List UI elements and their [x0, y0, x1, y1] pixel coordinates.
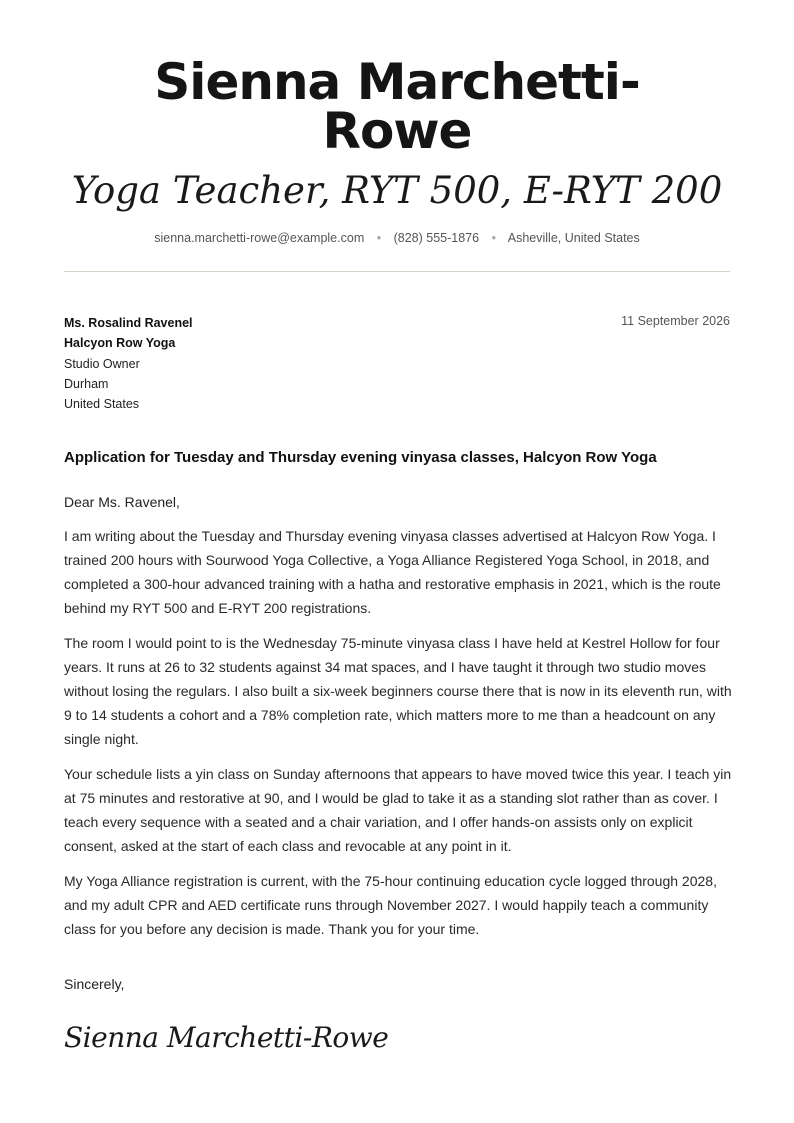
- applicant-title: Yoga Teacher, RYT 500, E-RYT 200: [71, 169, 723, 212]
- body-paragraph: My Yoga Alliance registration is current, with the 75-hour continuing education cycle logged through 2028, and my adult CPR and AED certificate runs through November 2027. I would happily teach a community class for you before any decision is made. Thank you for your time.: [64, 873, 717, 937]
- contact-phone: (828) 555-1876: [393, 231, 480, 245]
- recipient-role: Studio Owner: [64, 356, 140, 371]
- recipient-block: [64, 313, 193, 414]
- body-paragraph: The room I would point to is the Wednesday 75-minute vinyasa class I have held at Kestrel Hollow for four years. It runs at 26 to 32 students against 34 mat spaces, and I have taught it through two studio moves without losing the regulars. I also built a six-week beginners course there that is now in its eleventh run, with 9 to 14 students a cohort and a 78% completion rate, which matters more to me than a headcount on any single night.: [64, 635, 732, 747]
- recipient-company: Halcyon Row Yoga: [64, 336, 176, 351]
- contact-location: Asheville, United States: [507, 231, 640, 245]
- applicant-name-line2: Rowe: [322, 102, 472, 160]
- recipient-city: Durham: [64, 376, 109, 391]
- body-paragraph: Your schedule lists a yin class on Sunday afternoons that appears to have moved twice this year. I teach yin at 75 minutes and restorative at 90, and I would be glad to take it as a standing slot rather than as cover. I teach every sequence with a seated and a chair variation, and I offer hands-on assists only on explicit consent, asked at the start of each class and revocable at any point in it.: [64, 766, 732, 854]
- applicant-name-line1: Sienna Marchetti-: [154, 53, 640, 111]
- recipient-name: Ms. Rosalind Ravenel: [64, 316, 193, 330]
- signature: Sienna Marchetti-Rowe: [64, 1021, 389, 1054]
- contact-email: sienna.marchetti-rowe@example.com: [154, 231, 365, 245]
- closing: Sincerely,: [64, 976, 125, 992]
- body-paragraph: I am writing about the Tuesday and Thursday evening vinyasa classes advertised at Halcyon Row Yoga. I trained 200 hours with Sourwood Yoga Collective, a Yoga Alliance Registered Yoga School, in 2018, and completed a 300-hour advanced training with a hatha and restorative emphasis in 2021, which is the route behind my RYT 500 and E-RYT 200 registrations.: [64, 528, 721, 616]
- contact-separator: •: [376, 231, 382, 245]
- contact-separator: •: [491, 231, 496, 245]
- greeting: Dear Ms. Ravenel,: [64, 494, 180, 510]
- letter-body: [64, 524, 734, 952]
- contact-line: [0, 230, 794, 246]
- header-divider: [64, 271, 730, 272]
- recipient-country: United States: [64, 397, 140, 412]
- subject-line: Application for Tuesday and Thursday evening vinyasa classes, Halcyon Row Yoga: [64, 449, 657, 466]
- letter-date: 11 September 2026: [621, 314, 730, 328]
- applicant-name: [0, 53, 794, 160]
